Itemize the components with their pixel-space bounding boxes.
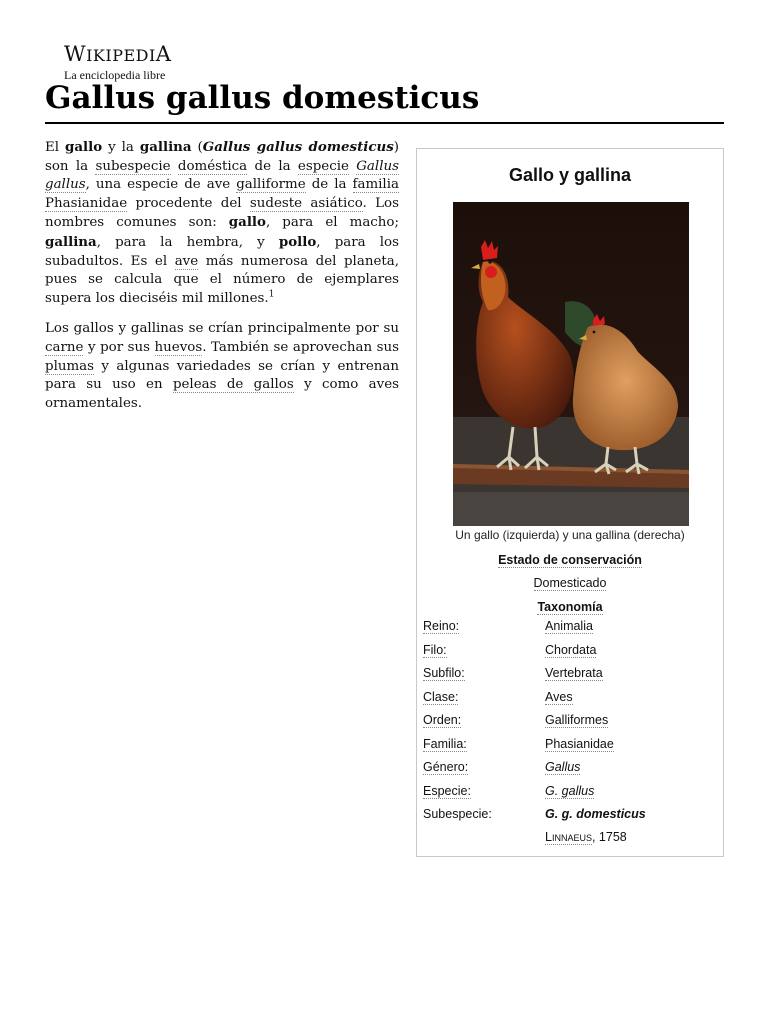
value-subfilo[interactable]: Vertebrata — [545, 666, 603, 680]
wikipedia-logo[interactable] — [64, 44, 171, 83]
infobox-title: Gallo y gallina — [508, 165, 632, 185]
link-carne[interactable]: carne — [45, 339, 84, 355]
label-reino[interactable]: Reino: — [423, 619, 460, 633]
image-caption: Un gallo (izquierda) y una gallina (derecha) — [455, 528, 685, 542]
value-orden[interactable]: Galliformes — [545, 713, 609, 727]
rooster-hen-photo[interactable] — [453, 202, 689, 526]
value-clase[interactable]: Aves — [545, 689, 573, 704]
infobox — [416, 148, 724, 857]
taxonomy-row-especie — [423, 784, 719, 808]
reference-1[interactable]: 1 — [268, 289, 275, 300]
taxonomy-row-filo — [423, 643, 719, 667]
link-peleas-de-gallos[interactable]: peleas de gallos — [172, 377, 294, 393]
label-genero[interactable]: Género: — [423, 760, 469, 774]
taxonomy-table — [423, 619, 719, 831]
authority-link[interactable]: Linnaeus — [545, 830, 592, 844]
taxonomy-row-familia — [423, 737, 719, 761]
value-reino[interactable]: Animalia — [545, 619, 593, 633]
label-especie[interactable]: Especie: — [423, 783, 471, 798]
taxonomy-row-subfilo — [423, 666, 719, 690]
link-ave[interactable]: ave — [174, 253, 199, 269]
link-sudeste-asiatico[interactable]: sudeste asiático — [249, 195, 363, 211]
usage-paragraph: Los gallos y gallinas se crían principalmente por su carne y por sus huevos. También se aprovechan sus plumas y algunas variedades se crían y entrenan para su uso en peleas de gallos y como aves ornamentales. — [45, 321, 400, 411]
conservation-status-header[interactable]: Estado de conservación — [498, 553, 642, 567]
value-filo[interactable]: Chordata — [545, 642, 597, 657]
label-filo[interactable]: Filo: — [423, 642, 447, 657]
link-familia[interactable]: familia — [352, 177, 399, 193]
link-subespecie[interactable]: subespecie — [95, 158, 171, 174]
label-clase[interactable]: Clase: — [423, 689, 459, 704]
link-huevos[interactable]: huevos — [154, 339, 203, 355]
article-body — [45, 138, 399, 425]
conservation-status-value[interactable]: Domesticado — [533, 576, 607, 590]
label-orden[interactable]: Orden: — [423, 713, 462, 727]
taxonomy-row-subespecie — [423, 807, 719, 831]
label-subespecie: Subespecie: — [423, 807, 492, 821]
taxonomy-header[interactable]: Taxonomía — [537, 600, 603, 614]
value-genero[interactable]: Gallus — [545, 760, 581, 774]
link-plumas[interactable]: plumas — [45, 358, 95, 374]
taxonomy-row-genero — [423, 760, 719, 784]
link-especie[interactable]: especie — [297, 158, 349, 174]
link-gallus-gallus[interactable]: Gallus gallus — [45, 158, 399, 193]
value-familia[interactable]: Phasianidae — [545, 736, 614, 751]
taxonomy-row-clase — [423, 690, 719, 714]
value-subespecie: G. g. domesticus — [545, 807, 646, 821]
taxon-authority: Linnaeus, 1758 — [545, 830, 627, 844]
logo-wordmark: WIKIPEDIA — [64, 42, 172, 66]
value-especie[interactable]: G. gallus — [545, 783, 595, 798]
label-subfilo[interactable]: Subfilo: — [423, 666, 465, 680]
intro-paragraph: El gallo y la gallina (Gallus gallus domesticus) son la subespecie doméstica de la especie Gallus gallus, una especie de ave galliforme de la familia Phasianidae procedente del sudeste asiático. Los nombres comunes son: gallo, para el macho; gallina, para la hembra, y pollo, para los subadultos. Es el ave más numerosa del planeta, pues se calcula que el número de ejemplares supera los dieciséis mil millones.$^1$ — [45, 139, 400, 306]
label-familia[interactable]: Familia: — [423, 736, 467, 751]
taxonomy-row-orden — [423, 713, 719, 737]
link-galliforme[interactable]: galliforme — [236, 177, 306, 193]
link-domestica[interactable]: doméstica — [177, 158, 248, 174]
logo-tagline: La enciclopedia libre — [64, 68, 166, 82]
title-divider — [45, 122, 724, 124]
taxonomy-row-reino — [423, 619, 719, 643]
link-phasianidae[interactable]: Phasianidae — [45, 195, 128, 211]
page-title: Gallus gallus domesticus — [45, 80, 480, 116]
